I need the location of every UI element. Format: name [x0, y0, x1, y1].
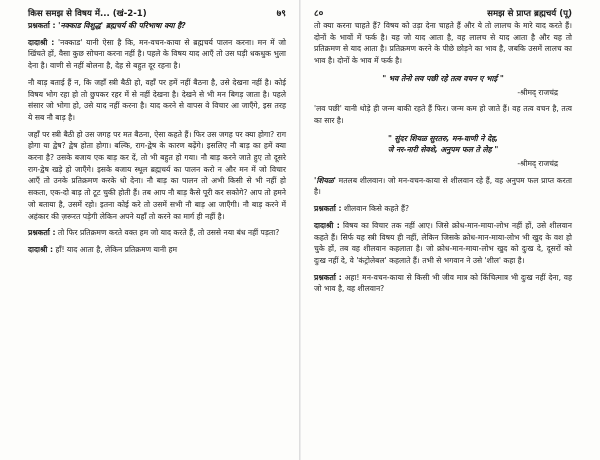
- paragraph-text: 'नक्काड विशुद्ध' ब्रह्मचर्य की परिभाषा क्या है?: [55, 21, 186, 30]
- speaker-label: दादाश्री :: [314, 220, 340, 230]
- right-page: [300, 0, 600, 460]
- answer-paragraph: [314, 220, 572, 267]
- answer-paragraph: [28, 37, 286, 72]
- left-body-text: [28, 20, 286, 256]
- body-paragraph: तो क्या करना चाहते हैं? विषय को उड़ा देना चाहते हैं और ये तो लालच के मारे याद करते हैं। दोनों के भावों में फर्क है। यह जो याद आता है, वह लालच से याद आता है और यह तो प्रतिक्रमण से याद आता है। प्रतिक्रमण करने के पीछे छोड़ने का भाव है, जबकि उसमें लालच का भाव है। दोनों के भाव में फर्क है।: [314, 21, 572, 66]
- paragraph-text: हाँ! याद आता है, लेकिन प्रतिक्रमण यानी हम: [53, 244, 178, 254]
- paragraph-text: तो फिर प्रतिक्रमण करते वक्त हम जो याद करते हैं, तो उससे नया बंध नहीं पड़ता?: [55, 228, 280, 238]
- emphasized-term: 'शियळ': [314, 175, 336, 185]
- question-paragraph: [314, 203, 572, 215]
- paragraph-text: मतलब शीलवान। जो मन-वचन-काया से शीलवान रहे हैं, वह अनुपम फल प्राप्त करता है।: [314, 175, 572, 197]
- speaker-label: दादाश्री :: [28, 244, 54, 254]
- speaker-label: प्रश्नकर्ता :: [28, 21, 56, 30]
- verse-attribution: -श्रीमद् राजचंद्र: [517, 159, 558, 169]
- body-paragraph: [28, 129, 286, 223]
- speaker-label: प्रश्नकर्ता :: [28, 228, 56, 238]
- left-header-title: किस समझ से विषय में... (खं-2-1): [28, 9, 147, 19]
- right-body-text: [314, 20, 572, 295]
- body-paragraph: [28, 77, 286, 124]
- verse-quote: " भव तेनो लव पछी रहे तत्व वचन ए भाई ": [382, 73, 504, 83]
- body-paragraph: [314, 175, 572, 198]
- verse-attribution: -श्रीमद् राजचंद्र: [517, 87, 558, 97]
- verse-line: जे नर-नारी सेवशे, अनुपम फल ते लेह ": [387, 145, 499, 155]
- paragraph-text: नौ बाड़ बताई हैं न, कि जहाँ स्त्री बैठी हो, वहाँ पर हमें नहीं बैठना है, उसे देखना नहीं है। कोई विषय भोग रहा हो तो छुपकर रहर में से नहीं देखना है। देखने से भी मन बिगड़ जाता है। पहले संसार जो भोगा हो, उसे याद नहीं करना है। याद करने से वापस वे विचार आ जाएँगे, इस तरह ये सब नौ बाड़ है।: [28, 77, 286, 122]
- verse-line: " सुंदर शियळ सुरतरु, मन-वाणी ने देह,: [387, 133, 499, 143]
- speaker-label: प्रश्नकर्ता :: [314, 272, 342, 282]
- right-page-number: ८०: [314, 9, 324, 19]
- question-paragraph: [314, 272, 572, 295]
- paragraph-text: शीलवान किसे कहते हैं?: [341, 204, 410, 214]
- right-running-header: [314, 6, 572, 20]
- paragraph-text: विषय का विचार तक नहीं आए। जिसे क्रोध-मान-माया-लोभ नहीं हों, उसे शीलवान कहते हैं। सिर्फ यह स्त्री विषय ही नहीं, लेकिन जिसके क्रोध-मान-माया-लोभ भी खुद के वश हो चुके हों, तब वह शीलवान कहलाता है। जो क्रोध-मान-माया-लोभ खुद को दुःख दे, दूसरों को दुःख नहीं दे, वे 'कंट्रोलेबल' कहलाते हैं। तभी से भगवान ने उसे 'शील' कहा है।: [314, 220, 572, 265]
- paragraph-text: अहा! मन-वचन-काया से किसी भी जीव मात्र को किंचित्मात्र भी दुःख नहीं देना, वह जो भाव है, वह शीलवान?: [314, 272, 572, 294]
- right-header-title: समझ से प्राप्त ब्रह्मचर्य (पू): [487, 9, 572, 19]
- question-paragraph: [28, 20, 286, 32]
- paragraph-text: 'नक्काड' यानी ऐसा है कि, मन-वचन-काया से ब्रह्मचर्य पालन करना। मन में जो खिंचते हों, वैसा कुछ सोचना करना नहीं है। पहले के विषय याद आएँ तो उस घड़ी धकधुक भुला देना है। वाणी से नहीं बोलना है, देह से बहुत दूर रहना है।: [28, 37, 286, 71]
- question-paragraph: [28, 227, 286, 239]
- speaker-label: प्रश्नकर्ता :: [314, 204, 342, 214]
- paragraph-text: जहाँ पर स्त्री बैठी हो उस जगह पर मत बैठना, ऐसा कहते हैं। फिर उस जगह पर क्या होगा? राग होगा या द्वेष? द्वेष होता होगा। बल्कि, राग-द्वेष के कारण बढ़ेंगे। इसलिए नौ बाड़ का हमें क्या करना है? उसके बजाय एक बाड़ कर दें, तो भी बहुत हो गया। नौ बाड़ करने जाते हुए तो दूसरे राग-द्वेष खड़े हो जाएँगे। इसके बजाय स्थूल ब्रह्मचर्य का पालन करो न और मन में जो विचार आएँ तो उनके प्रतिक्रमण करके धो देना। नौ बाड़ का पालन तो अभी किसी से भी नहीं हो सकता, एक-दो बाड़ तो टूट चुकी होती हैं। तब आप नौ बाड़ कैसे पूरी कर सकोगे? आप तो हमने जो बताया है, उसमें रहो। इतना कोई करे तो उसमें सभी नौ बाड़ आ जाएँगी। नौ बाड़ करने में अहंकार की ज़रूरत पड़ेगी लेकिन अपने यहाँ तो करने का मार्ग ही नहीं है।: [28, 129, 286, 221]
- speaker-label: दादाश्री :: [28, 37, 55, 47]
- answer-paragraph: [28, 244, 286, 256]
- left-running-header: [28, 6, 286, 20]
- verse-quote: [314, 133, 572, 156]
- left-page-number: ७९: [276, 9, 286, 19]
- body-paragraph: 'लव पछी' यानी थोड़े ही जन्म बाकी रहते हैं फिर। जन्म कम हो जाते हैं। वह तत्व वचन है, तत्व का सार है।: [314, 104, 572, 125]
